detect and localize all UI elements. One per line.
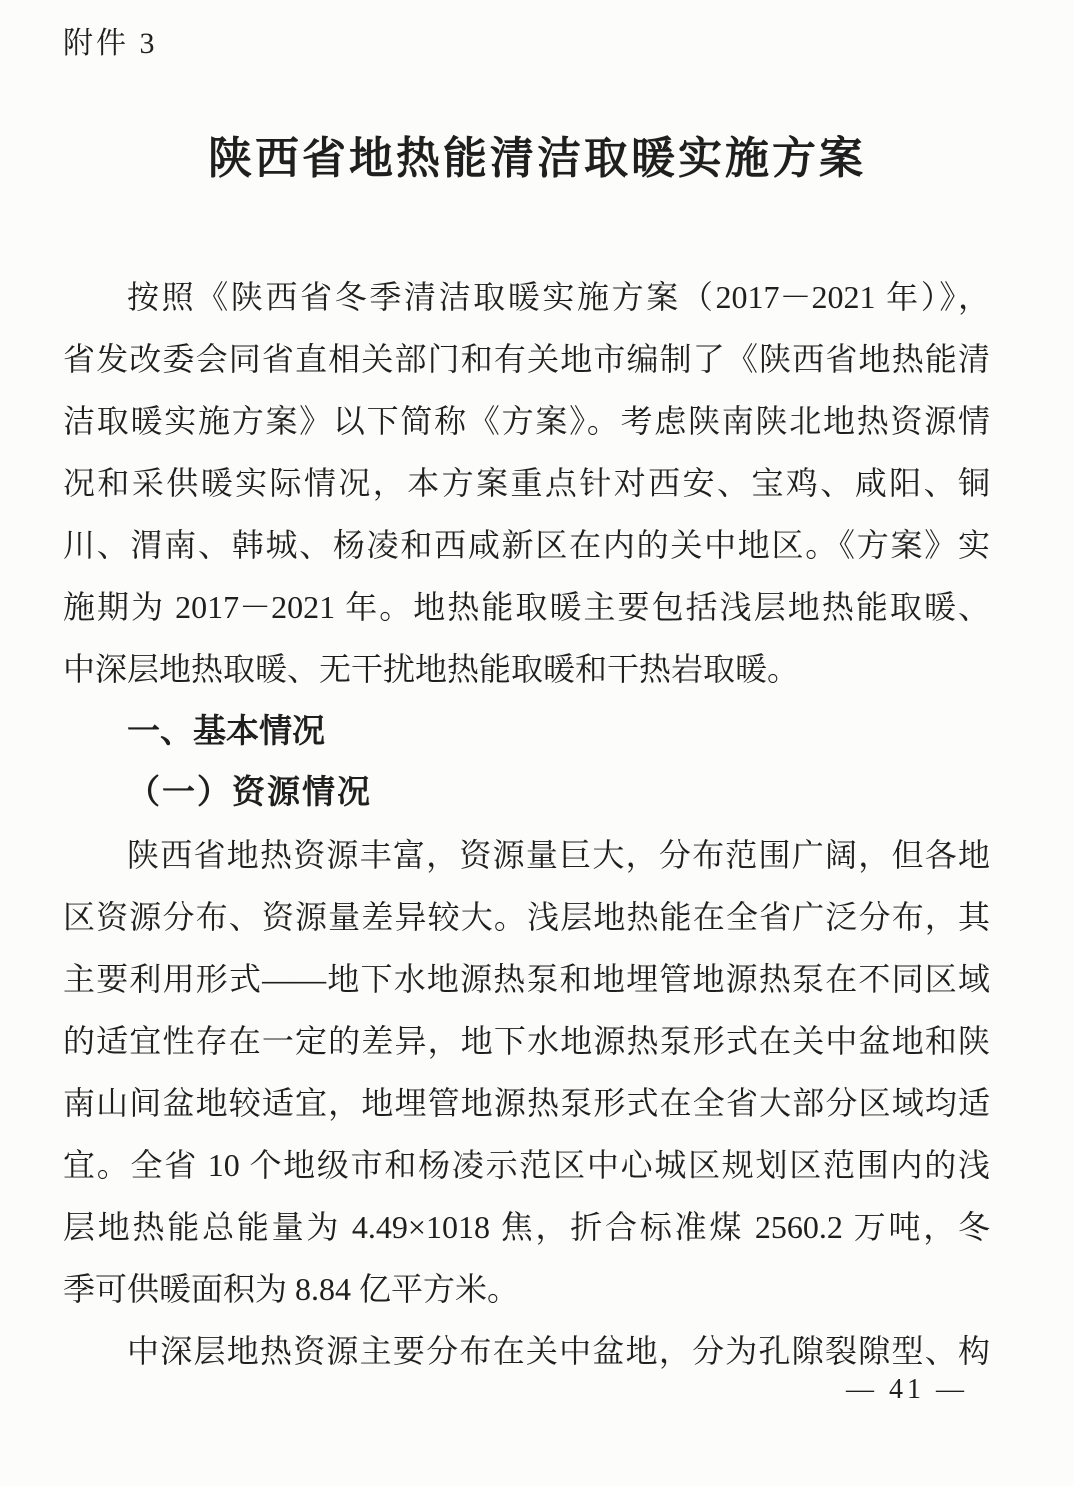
- paragraph: [63, 824, 990, 1320]
- body-line: 中深层地热资源主要分布在关中盆地，分为孔隙裂隙型、构: [127, 1333, 990, 1369]
- body-line: 主要利用形式——地下水地源热泵和地埋管地源热泵在不同区域: [63, 961, 990, 997]
- body-line: 川、渭南、韩城、杨凌和西咸新区在内的关中地区。《方案》实: [63, 527, 990, 563]
- body-line: 区资源分布、资源量差异较大。浅层地热能在全省广泛分布，其: [63, 899, 990, 935]
- body-line: 施期为 2017－2021 年。地热能取暖主要包括浅层地热能取暖、: [63, 589, 990, 625]
- subsection-heading: （一）资源情况: [127, 775, 372, 811]
- document-body: [63, 266, 990, 1382]
- body-line: 中深层地热取暖、无干扰地热能取暖和干热岩取暖。: [63, 651, 800, 687]
- document-title: 陕西省地热能清洁取暖实施方案: [208, 134, 866, 183]
- body-line: 的适宜性存在一定的差异，地下水地源热泵形式在关中盆地和陕: [63, 1023, 990, 1059]
- body-line: 宜。全省 10 个地级市和杨凌示范区中心城区规划区范围内的浅: [63, 1147, 990, 1183]
- attachment-label: 附件 3: [63, 27, 158, 60]
- body-line: 陕西省地热资源丰富，资源量巨大，分布范围广阔，但各地: [127, 837, 990, 873]
- body-line: 季可供暖面积为 8.84 亿平方米。: [63, 1271, 520, 1307]
- body-line: 南山间盆地较适宜，地埋管地源热泵形式在全省大部分区域均适: [63, 1085, 990, 1121]
- body-line: 按照《陕西省冬季清洁取暖实施方案（2017－2021 年）》，: [127, 279, 990, 315]
- section-heading: 一、基本情况: [127, 712, 325, 749]
- body-line: 层地热能总能量为 4.49×1018 焦，折合标准煤 2560.2 万吨，冬: [63, 1209, 990, 1245]
- paragraph: [63, 1320, 990, 1382]
- body-line: 况和采供暖实际情况，本方案重点针对西安、宝鸡、咸阳、铜: [63, 465, 990, 501]
- body-line: 省发改委会同省直相关部门和有关地市编制了《陕西省地热能清: [63, 341, 990, 377]
- paragraph: [63, 266, 990, 700]
- body-line: 洁取暖实施方案》以下简称《方案》。考虑陕南陕北地热资源情: [63, 403, 990, 439]
- page-number: — 41 —: [846, 1374, 968, 1405]
